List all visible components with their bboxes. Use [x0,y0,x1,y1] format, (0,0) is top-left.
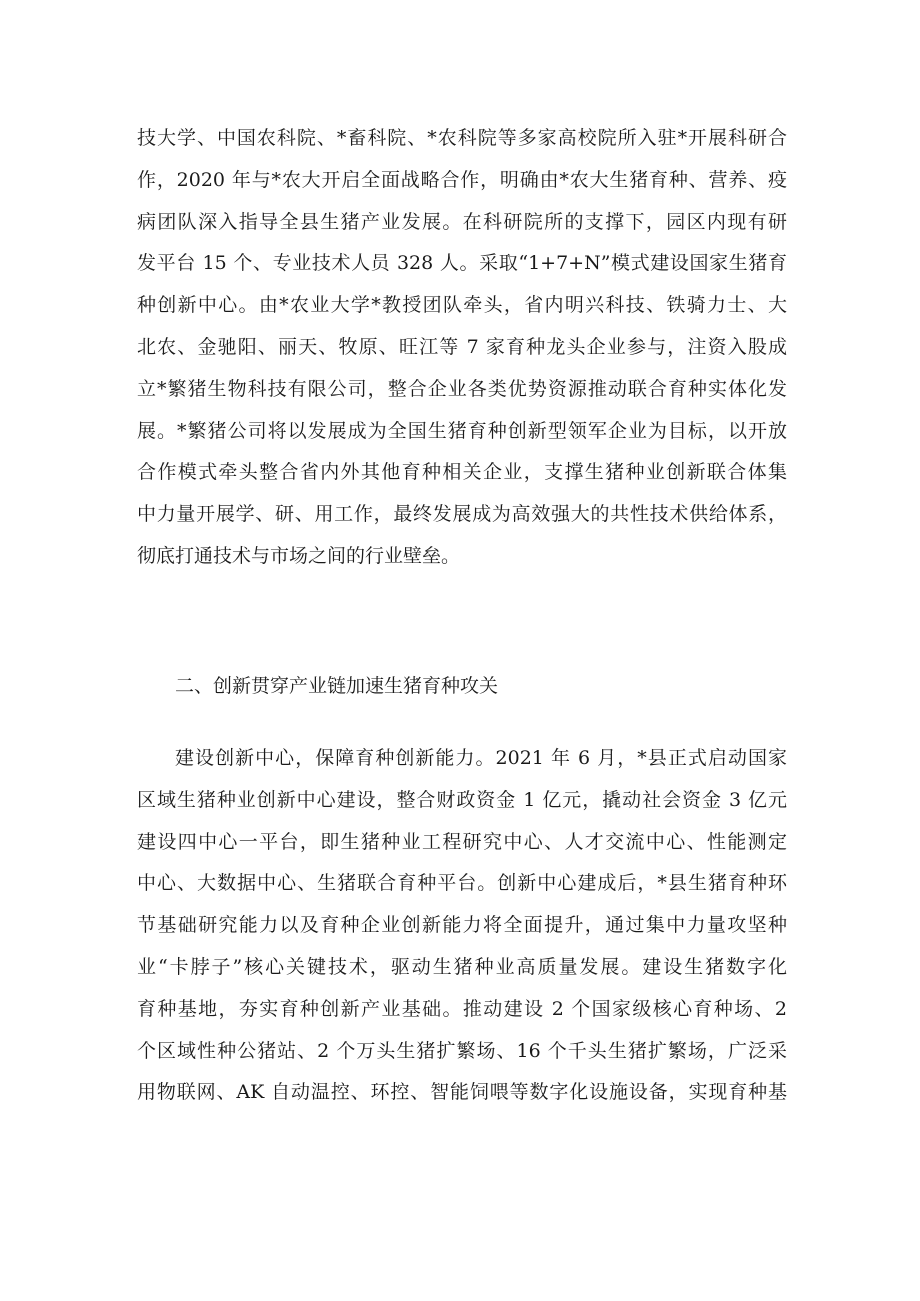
paragraph-1-line-7: 立*繁猪生物科技有限公司，整合企业各类优势资源推动联合育种实体化发 [137,377,787,400]
section-heading: 二、创新贯穿产业链加速生猪育种攻关 [175,675,499,697]
paragraph-2-line-4: 中心、大数据中心、生猪联合育种平台。创新中心建成后，*县生猪育种环 [137,872,787,895]
paragraph-2-line-1: 建设创新中心，保障育种创新能力。2021 年 6 月，*县正式启动国家 [175,747,787,769]
paragraph-2-line-7: 育种基地，夯实育种创新产业基础。推动建设 2 个国家级核心育种场、2 [137,997,787,1020]
paragraph-2-line-6: 业“卡脖子”核心关键技术，驱动生猪种业高质量发展。建设生猪数字化 [137,955,787,978]
paragraph-2-line-5: 节基础研究能力以及育种企业创新能力将全面提升，通过集中力量攻坚种 [137,914,787,937]
paragraph-1-line-4: 发平台 15 个、专业技术人员 328 人。采取“1+7+N”模式建设国家生猪育 [137,252,787,275]
paragraph-2 [137,738,787,1114]
paragraph-1-line-5: 种创新中心。由*农业大学*教授团队牵头，省内明兴科技、铁骑力士、大 [137,294,787,317]
paragraph-1-line-3: 病团队深入指导全县生猪产业发展。在科研院所的支撑下，园区内现有研 [137,210,787,233]
paragraph-2-line-9: 用物联网、AK 自动温控、环控、智能饲喂等数字化设施设备，实现育种基 [137,1081,787,1104]
paragraph-2-line-3: 建设四中心一平台，即生猪种业工程研究中心、人才交流中心、性能测定 [137,830,787,853]
paragraph-1-line-9: 合作模式牵头整合省内外其他育种相关企业，支撑生猪种业创新联合体集 [137,461,787,484]
paragraph-1-line-10: 中力量开展学、研、用工作，最终发展成为高效强大的共性技术供给体系， [137,503,787,526]
paragraph-2-line-8: 个区域性种公猪站、2 个万头生猪扩繁场、16 个千头生猪扩繁场，广泛采 [137,1039,787,1062]
paragraph-1-line-8: 展。*繁猪公司将以发展成为全国生猪育种创新型领军企业为目标，以开放 [137,419,787,442]
paragraph-2-line-2: 区域生猪种业创新中心建设，整合财政资金 1 亿元，撬动社会资金 3 亿元 [137,788,787,811]
paragraph-1-line-11: 彻底打通技术与市场之间的行业壁垒。 [137,544,461,567]
paragraph-1-line-6: 北农、金驰阳、丽天、牧原、旺江等 7 家育种龙头企业参与，注资入股成 [137,335,787,358]
paragraph-1-line-2: 作，2020 年与*农大开启全面战略合作，明确由*农大生猪育种、营养、疫 [137,168,787,191]
paragraph-1-line-1: 技大学、中国农科院、*畜科院、*农科院等多家高校院所入驻*开展科研合 [137,127,787,149]
paragraph-1 [137,118,787,578]
